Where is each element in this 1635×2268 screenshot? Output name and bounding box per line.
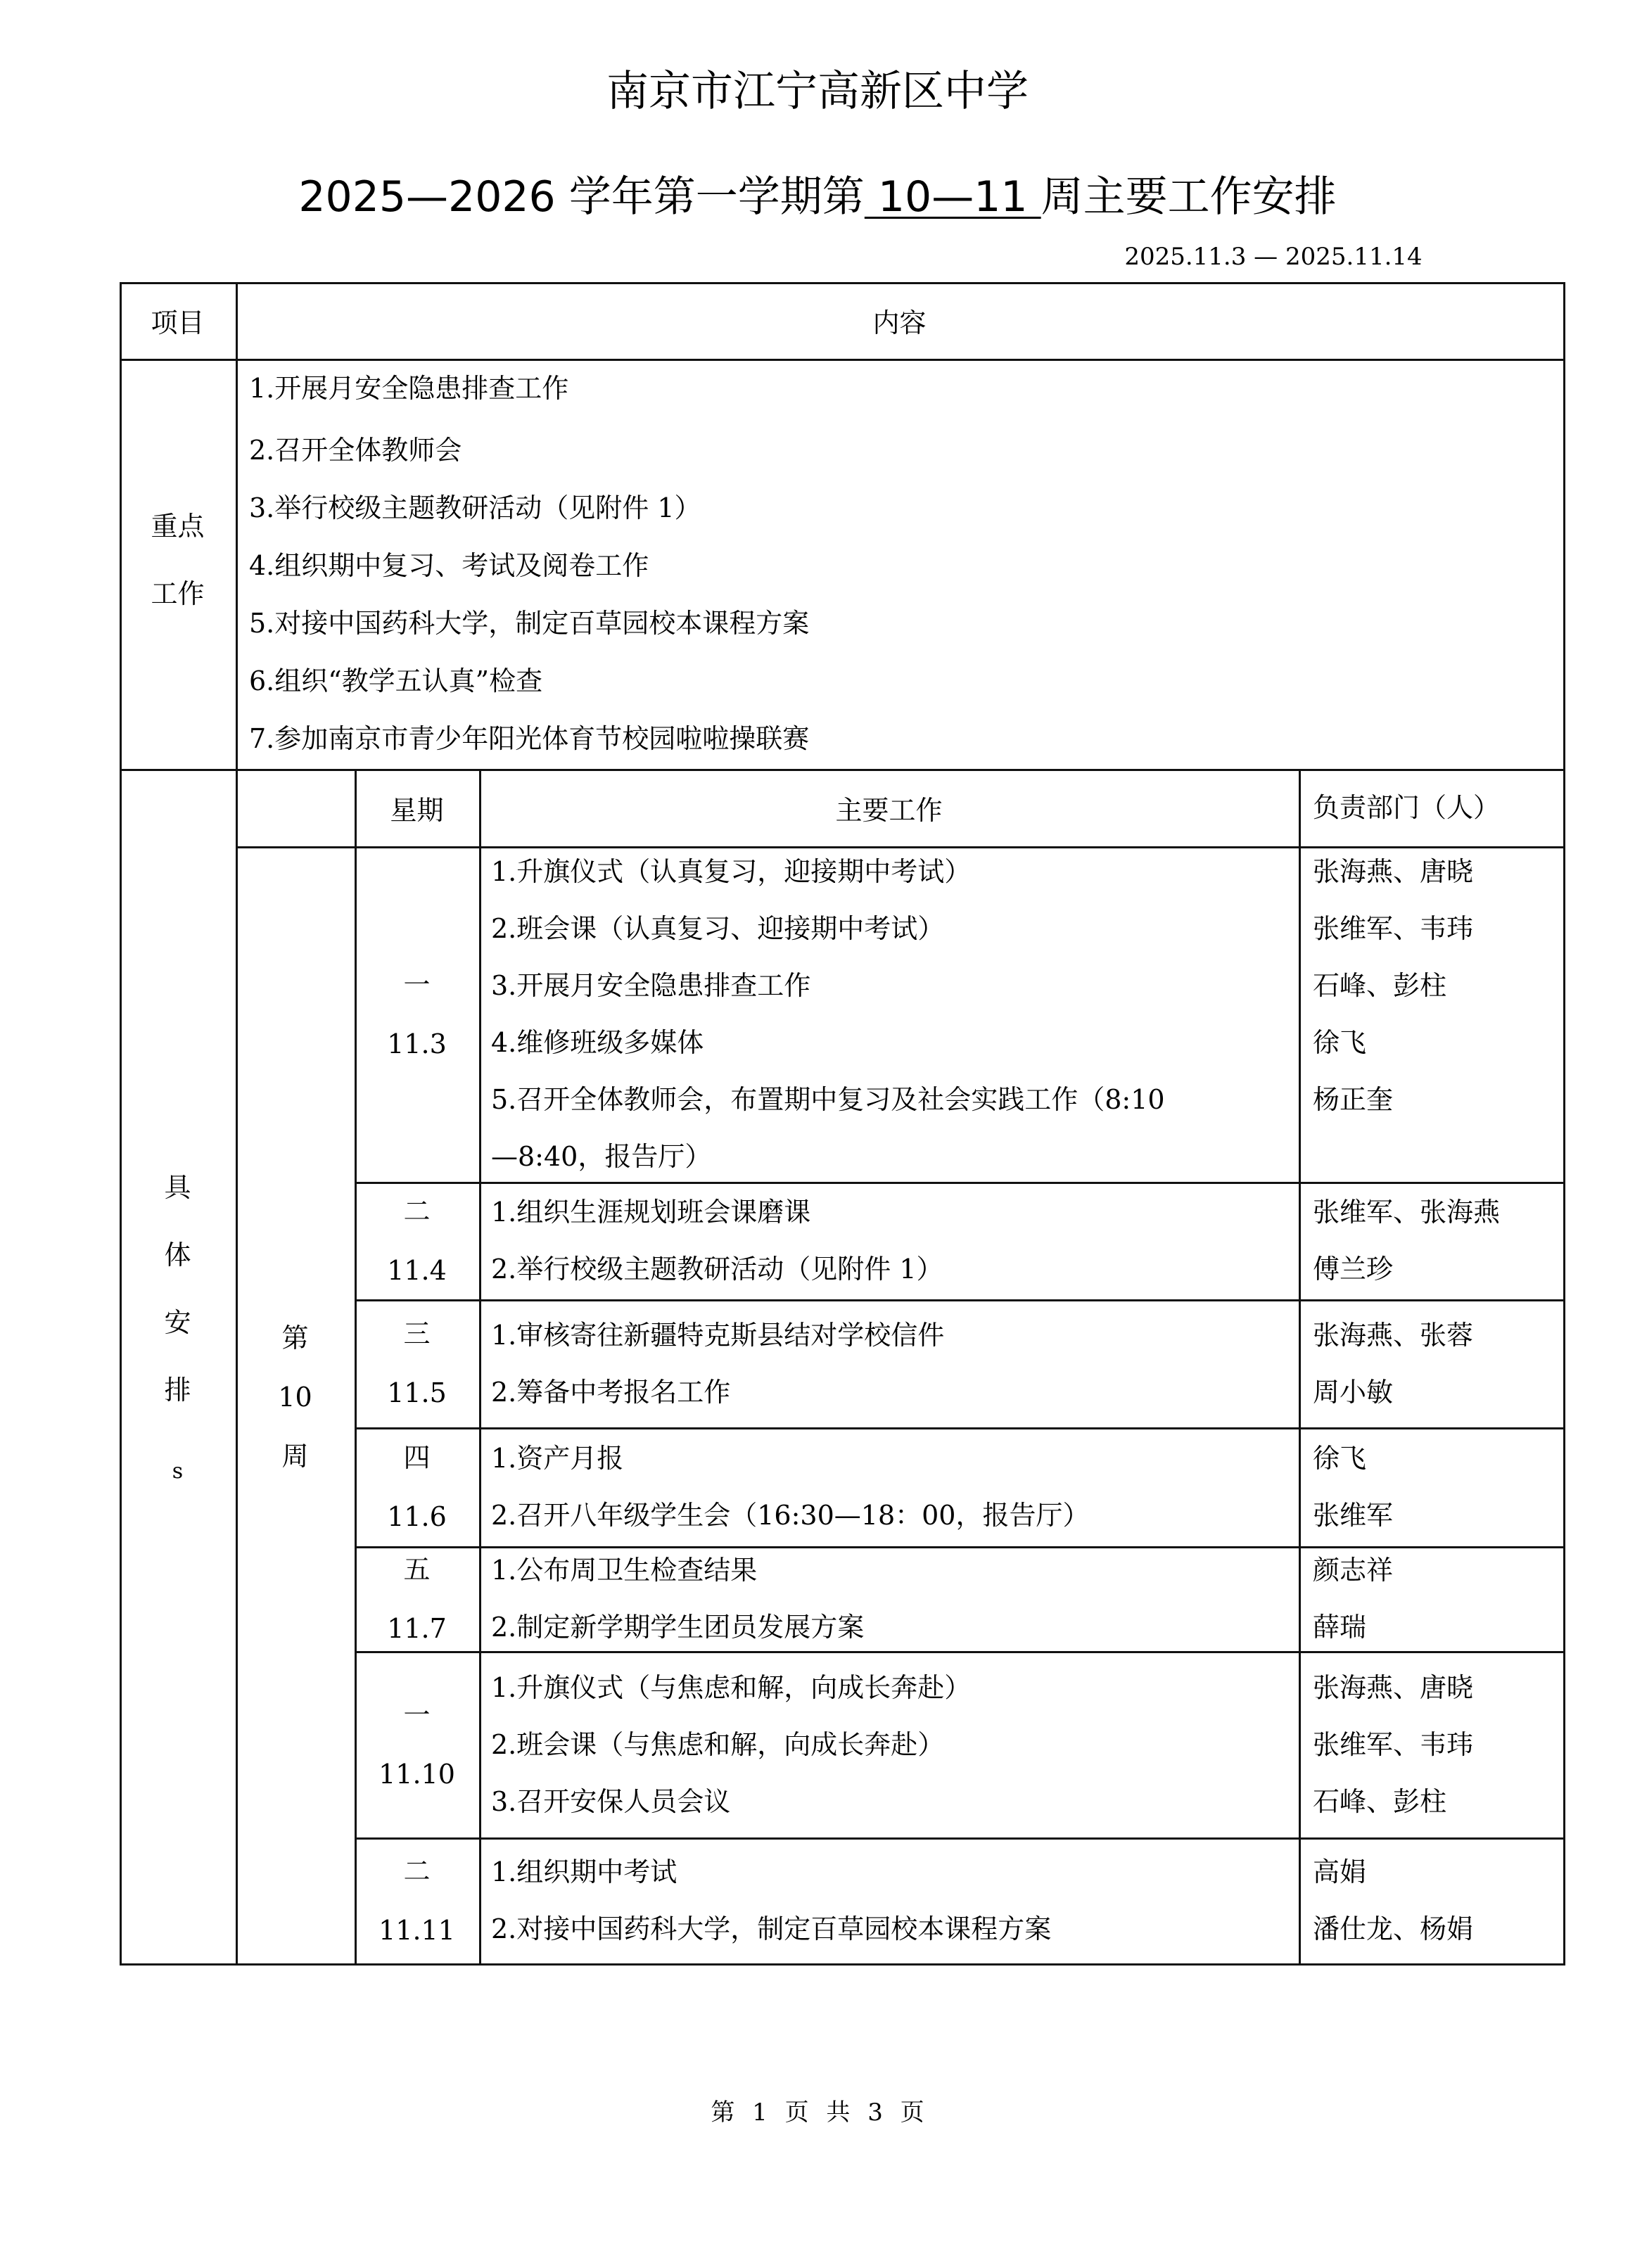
week-label-part: 周 [281, 1441, 309, 1472]
task-item: 1.公布周卫生检查结果 [491, 1555, 758, 1586]
week-label [236, 1308, 355, 1486]
key-work-item: 4.组织期中复习、考试及阅卷工作 [249, 550, 649, 581]
weekday: 五 [403, 1553, 431, 1585]
task-item: 1.组织期中考试 [491, 1856, 677, 1887]
owner-item: 石峰、彭柱 [1313, 1785, 1447, 1817]
task-item: 2.制定新学期学生团员发展方案 [491, 1612, 865, 1643]
key-work-label-line2: 工作 [151, 578, 205, 609]
key-work-item: 2.召开全体教师会 [249, 435, 462, 466]
owner-item: 潘仕龙、杨娟 [1313, 1913, 1474, 1944]
week-label-part: 10 [278, 1382, 312, 1413]
title-prefix: 2025—2026 学年第一学期第 [298, 172, 865, 222]
owner-item: 张维军 [1313, 1500, 1394, 1531]
owner-item: 张海燕、张蓉 [1313, 1319, 1474, 1351]
task-item: 2.召开八年级学生会（16:30—18：00，报告厅） [491, 1500, 1090, 1531]
weekday: 四 [403, 1441, 431, 1473]
header-main-work: 主要工作 [835, 794, 943, 826]
owner-item: 张海燕、唐晓 [1313, 1671, 1474, 1703]
owner-item: 颜志祥 [1313, 1555, 1394, 1586]
day-cell [355, 1837, 479, 1963]
owner-item: 石峰、彭柱 [1313, 970, 1447, 1001]
date: 11.10 [378, 1758, 455, 1790]
task-item: 2.班会课（认真复习、迎接期中考试） [491, 913, 945, 944]
task-item: 1.升旗仪式（与焦虑和解，向成长奔赴） [491, 1671, 972, 1703]
day-row-rule [355, 1182, 1563, 1184]
schedule-label-char: 排 [164, 1375, 191, 1406]
date: 11.4 [387, 1254, 447, 1286]
day-row-rule [355, 1546, 1563, 1548]
header-owner: 负责部门（人） [1313, 792, 1501, 823]
day-cell [355, 1427, 479, 1546]
day-cell [355, 1546, 479, 1651]
weekday: 一 [403, 1699, 431, 1731]
title-suffix: 周主要工作安排 [1041, 172, 1337, 222]
day-row-rule [355, 1837, 1563, 1840]
task-item: 1.组织生涯规划班会课磨课 [491, 1197, 811, 1228]
owner-item: 薛瑞 [1313, 1612, 1367, 1643]
owner-item: 徐飞 [1313, 1443, 1367, 1474]
key-work-label-line1: 重点 [151, 511, 205, 542]
task-item: —8:40，报告厅） [491, 1141, 712, 1172]
key-work-label [120, 492, 236, 627]
week-label-part: 第 [281, 1323, 309, 1353]
owner-item: 张维军、韦玮 [1313, 1728, 1474, 1760]
schedule-label-char: 具 [164, 1172, 191, 1203]
day-cell [355, 1182, 479, 1299]
owner-item: 张海燕、唐晓 [1313, 856, 1474, 887]
task-item: 1.资产月报 [491, 1443, 624, 1474]
task-item: 3.开展月安全隐患排查工作 [491, 970, 811, 1001]
owner-item: 傅兰珍 [1313, 1254, 1394, 1285]
day-cell [355, 1299, 479, 1427]
schedule-label-char: 体 [164, 1240, 191, 1270]
task-item: 4.维修班级多媒体 [491, 1027, 704, 1058]
task-item: 3.召开安保人员会议 [491, 1785, 731, 1817]
day-column-rule [479, 769, 481, 1963]
key-work-item: 5.对接中国药科大学，制定百草园校本课程方案 [249, 608, 810, 639]
date: 11.7 [387, 1612, 447, 1644]
date: 11.6 [387, 1501, 447, 1532]
day-row-rule [355, 1651, 1563, 1653]
weekday: 二 [403, 1855, 431, 1887]
schedule-title [0, 169, 1635, 225]
key-work-item: 1.开展月安全隐患排查工作 [249, 373, 569, 404]
date-range: 2025.11.3 — 2025.11.14 [1124, 243, 1423, 271]
task-item: 2.班会课（与焦虑和解，向成长奔赴） [491, 1728, 945, 1760]
header-content: 内容 [872, 307, 927, 338]
owner-item: 周小敏 [1313, 1376, 1394, 1408]
owner-item: 徐飞 [1313, 1027, 1367, 1058]
item-column-rule [236, 282, 238, 1963]
date: 11.11 [378, 1914, 455, 1946]
owner-item: 张维军、韦玮 [1313, 913, 1474, 944]
schedule-label [120, 1154, 236, 1505]
weekday: 二 [403, 1195, 431, 1227]
key-work-item: 3.举行校级主题教研活动（见附件 1） [249, 492, 701, 523]
owner-item: 杨正奎 [1313, 1084, 1394, 1115]
page-number: 第 1 页 共 3 页 [711, 2098, 924, 2127]
table-border-bottom [120, 1963, 1565, 1966]
key-work-item: 6.组织“教学五认真”检查 [249, 665, 543, 696]
day-cell [355, 1651, 479, 1837]
header-item: 项目 [151, 307, 205, 338]
task-item: 2.筹备中考报名工作 [491, 1376, 731, 1408]
schedule-label-extra: s [172, 1459, 184, 1484]
date: 11.3 [387, 1028, 447, 1059]
title-weeks: 10—11 [864, 172, 1041, 222]
schedule-label-char: 安 [164, 1307, 191, 1338]
task-item: 5.召开全体教师会，布置期中复习及社会实践工作（8:10 [491, 1084, 1165, 1115]
owner-item: 张维军、张海燕 [1313, 1197, 1501, 1228]
weekday: 三 [403, 1318, 431, 1349]
header-rule [120, 359, 1563, 361]
day-cell [355, 846, 479, 1182]
weekday: 一 [403, 969, 431, 1000]
day-row-rule [355, 1427, 1563, 1429]
date: 11.5 [387, 1377, 447, 1408]
table-border-right [1563, 282, 1565, 1966]
task-item: 1.升旗仪式（认真复习，迎接期中考试） [491, 856, 972, 887]
day-row-rule [355, 1299, 1563, 1301]
owner-item: 高娟 [1313, 1856, 1367, 1887]
key-work-item: 7.参加南京市青少年阳光体育节校园啦啦操联赛 [249, 723, 810, 754]
owner-column-rule [1299, 769, 1301, 1963]
school-title: 南京市江宁高新区中学 [606, 67, 1029, 116]
header-weekday: 星期 [390, 794, 444, 826]
task-item: 2.对接中国药科大学，制定百草园校本课程方案 [491, 1913, 1052, 1944]
task-item: 2.举行校级主题教研活动（见附件 1） [491, 1254, 943, 1285]
task-item: 1.审核寄往新疆特克斯县结对学校信件 [491, 1319, 945, 1351]
